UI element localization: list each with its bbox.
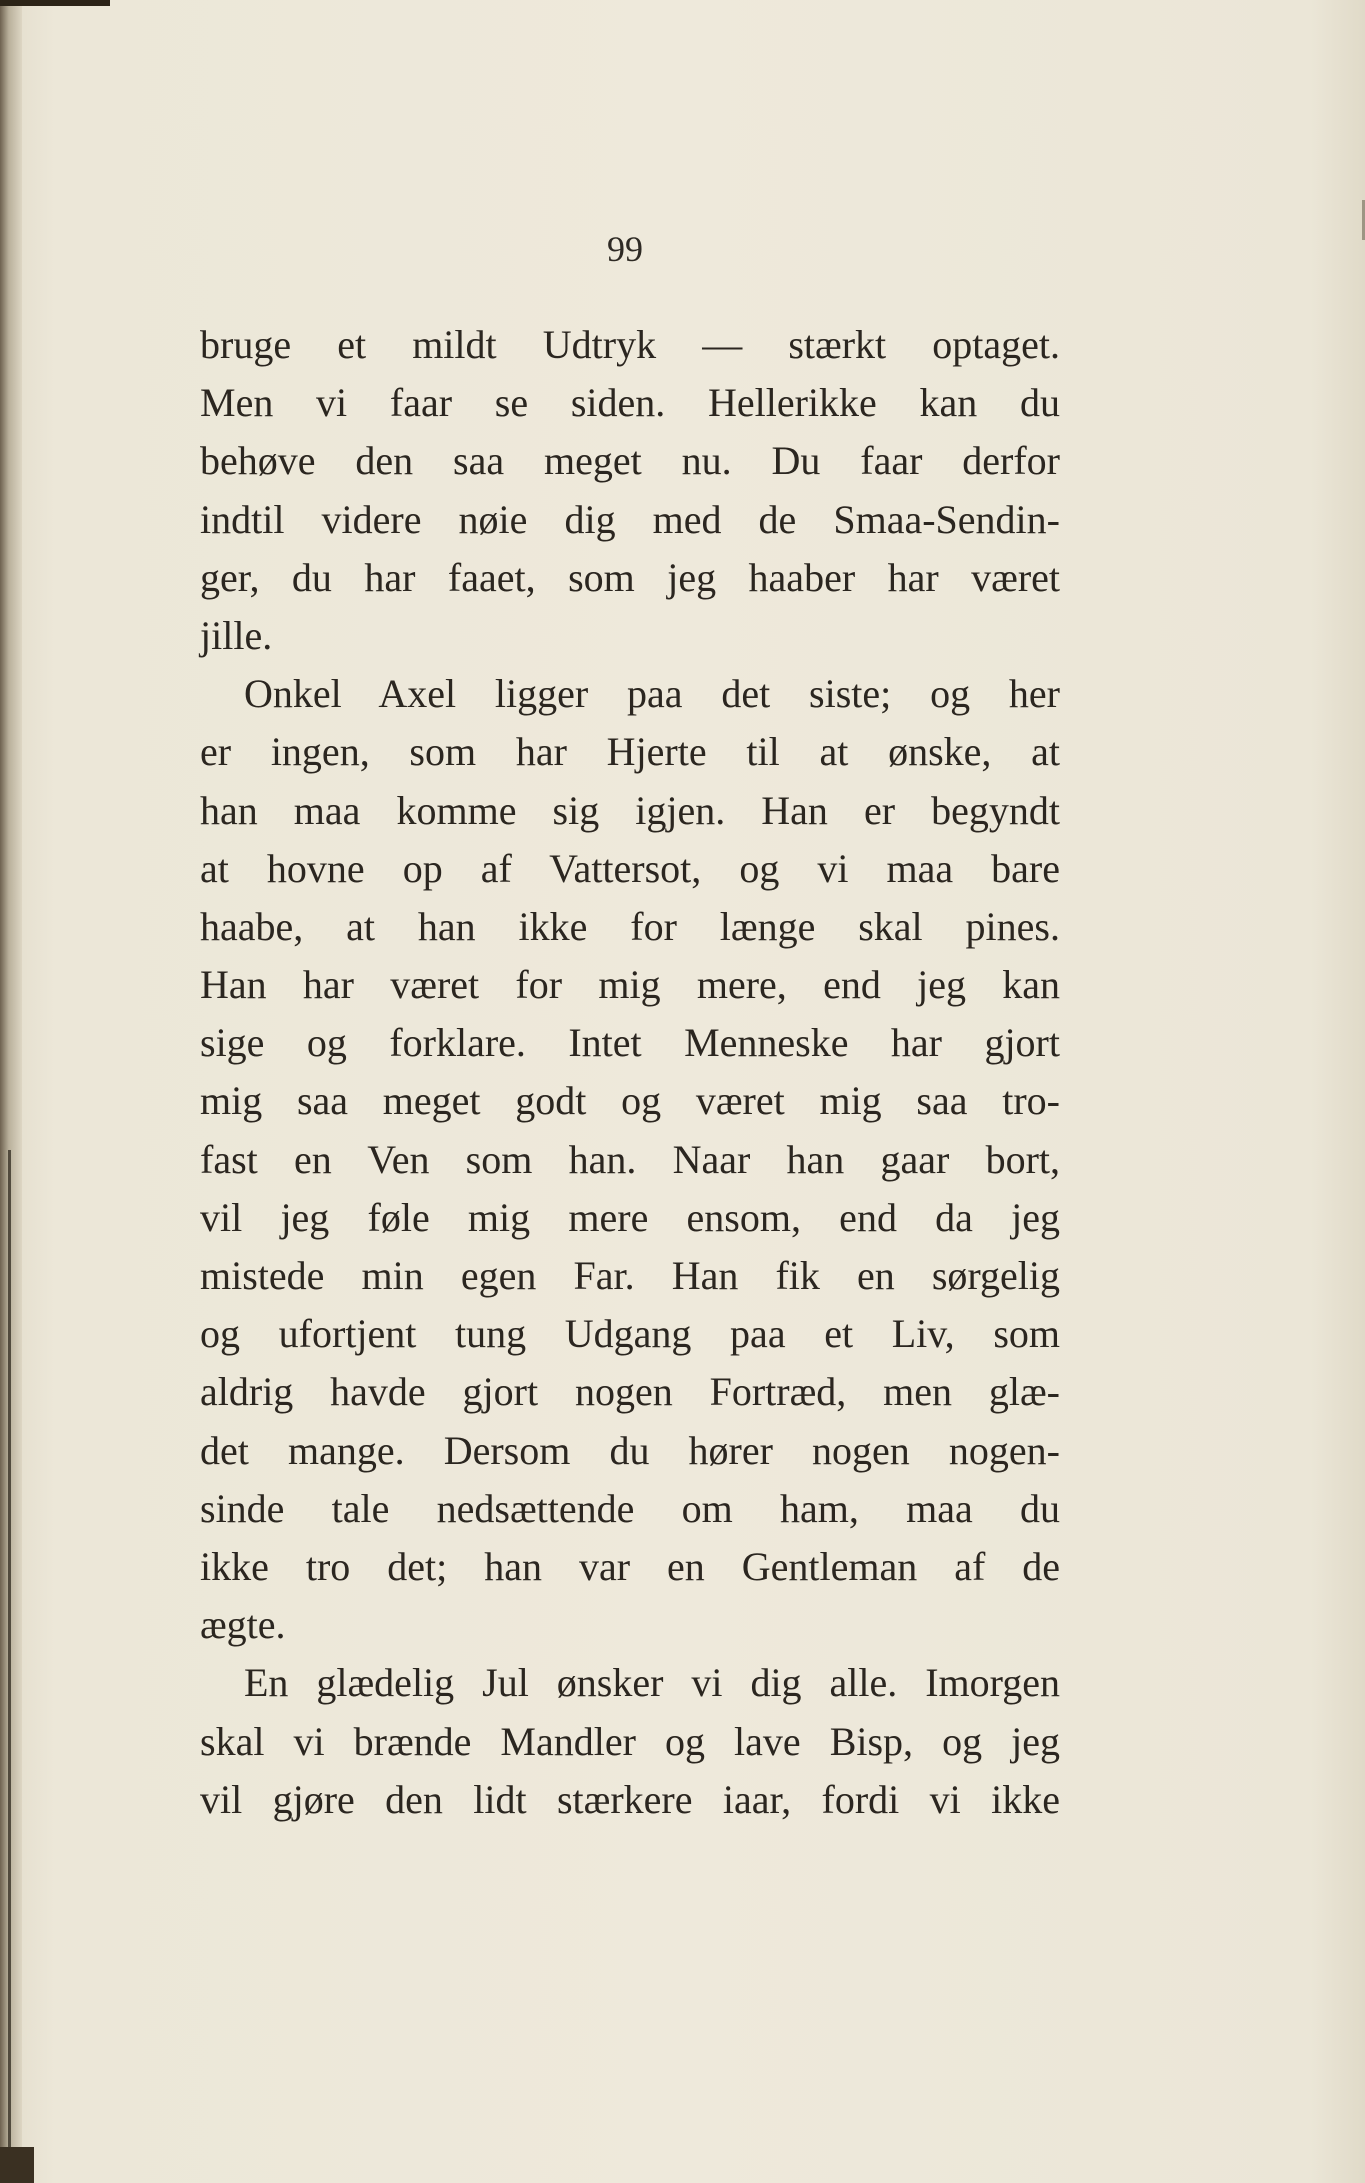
page-corner [0, 2147, 34, 2183]
text-line: fast en Ven som han. Naar han gaar bort, [200, 1136, 1060, 1182]
gutter-line [8, 1150, 11, 2183]
text-line: aldrig havde gjort nogen Fortræd, men glæ- [200, 1369, 1060, 1415]
text-line: det mange. Dersom du hører nogen nogen- [200, 1427, 1060, 1473]
text-line: vil jeg føle mig mere ensom, end da jeg [200, 1194, 1060, 1240]
text-line: haabe, at han ikke for længe skal pines. [200, 903, 1060, 949]
text-line: ger, du har faaet, som jeg haaber har været [200, 554, 1060, 600]
text-line: Han har været for mig mere, end jeg kan [200, 962, 1060, 1008]
text-line: ikke tro det; han var en Gentleman af de [200, 1543, 1060, 1589]
body-text [200, 316, 1060, 1829]
text-line: han maa komme sig igjen. Han er begyndt [200, 787, 1060, 833]
text-line: skal vi brænde Mandler og lave Bisp, og jeg [200, 1718, 1060, 1764]
text-line: behøve den saa meget nu. Du faar derfor [200, 438, 1060, 484]
text-line: jille. [200, 612, 273, 658]
text-line: indtil videre nøie dig med de Smaa-Sendin- [200, 496, 1060, 542]
text-line: sige og forklare. Intet Menneske har gjort [200, 1020, 1060, 1066]
text-line: mistede min egen Far. Han fik en sørgelig [200, 1253, 1060, 1298]
text-line: bruge et mildt Udtryk — stærkt optaget. [200, 322, 1060, 367]
text-line: og ufortjent tung Udgang paa et Liv, som [200, 1311, 1060, 1357]
text-line: Onkel Axel ligger paa det siste; og her [244, 671, 1060, 717]
text-line: Men vi faar se siden. Hellerikke kan du [200, 380, 1060, 426]
text-line: er ingen, som har Hjerte til at ønske, at [200, 729, 1060, 775]
text-line: at hovne op af Vattersot, og vi maa bare [200, 845, 1060, 891]
text-line: mig saa meget godt og været mig saa tro- [200, 1078, 1060, 1124]
text-line: sinde tale nedsættende om ham, maa du [200, 1485, 1060, 1531]
text-line: En glædelig Jul ønsker vi dig alle. Imorgen [244, 1660, 1060, 1706]
page-number: 99 [607, 229, 643, 269]
binding-shadow [0, 6, 22, 2183]
text-line: ægte. [200, 1602, 286, 1648]
text-line: vil gjøre den lidt stærkere iaar, fordi vi ikke [200, 1776, 1060, 1822]
